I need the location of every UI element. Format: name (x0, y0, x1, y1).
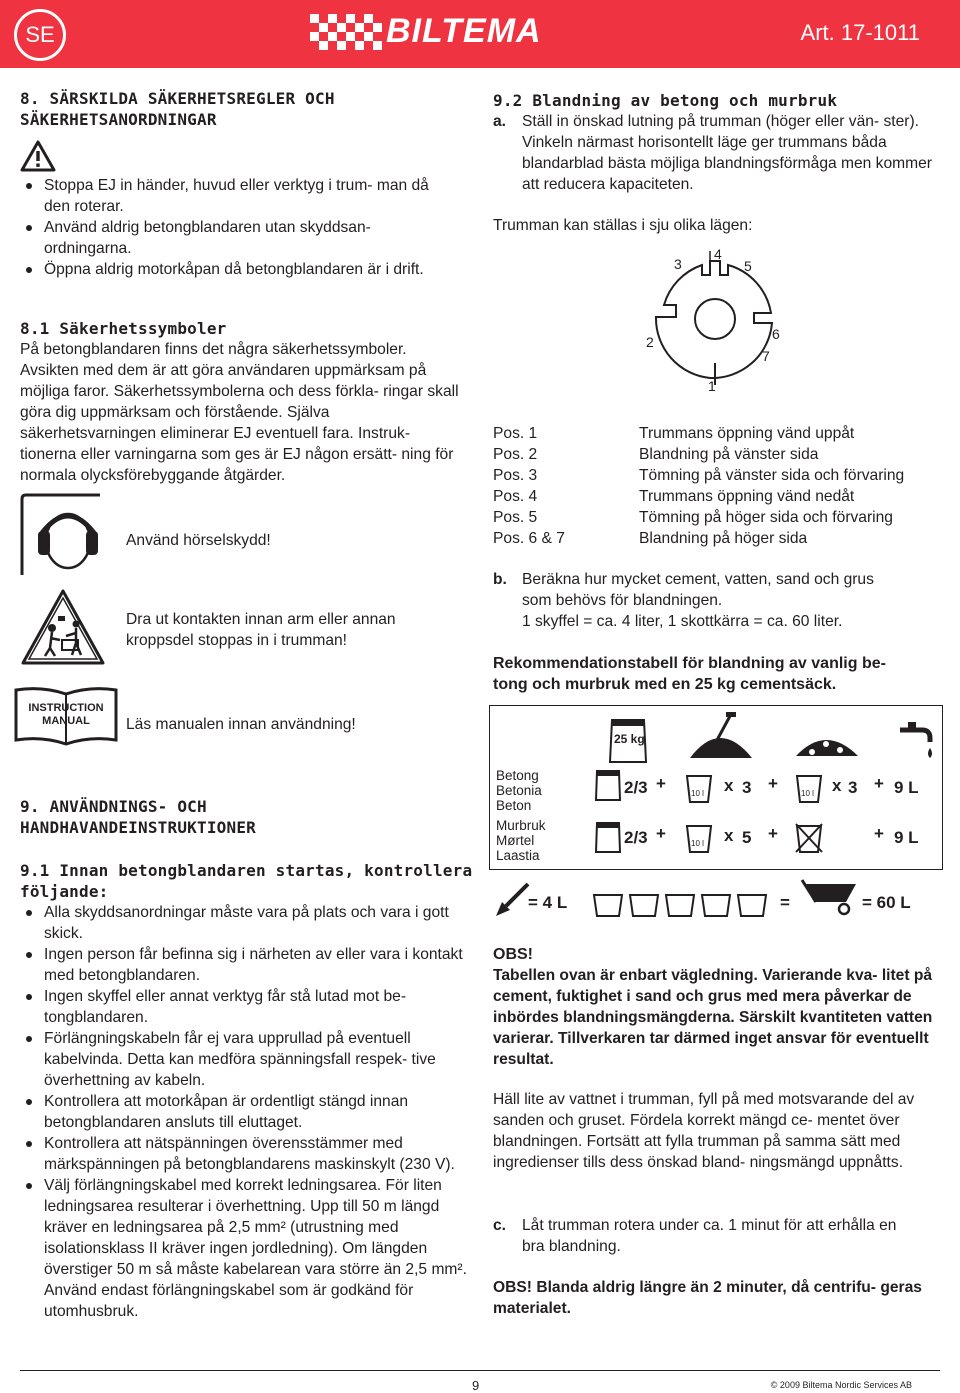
position-row: Pos. 2 Blandning på vänster sida (493, 446, 819, 463)
position-row: Pos. 6 & 7 Blandning på höger sida (493, 530, 808, 547)
plus: + (656, 774, 666, 793)
position-row: Pos. 3 Tömning på vänster sida och förvaring (493, 467, 905, 484)
bucket-label: 10 l (691, 839, 704, 848)
sec91-title-2: följande: (20, 882, 109, 901)
row2-ratio: 2/3 (624, 828, 648, 847)
sec91-bullet: Kontrollera att motorkåpan är ordentligt stängd innan betongblandaren ansluts till eluttaget. (24, 1091, 469, 1133)
bag-label: 25 kg (614, 732, 645, 746)
plus: + (874, 774, 884, 793)
position-desc: Blandning på vänster sida (639, 446, 819, 463)
rec-title-2: tong och murbruk med en 25 kg cementsäck. (493, 676, 837, 693)
position-desc: Trummans öppning vänd uppåt (639, 425, 855, 442)
obs-text: Tabellen ovan är enbart vägledning. Varierande kva- litet på cement, fuktighet i sand och grus med mera påverkar de inbördes blandningsmängderna. Särskilt kvantiteten vatten varierar. Tillverkaren tar därmed inget ansvar för eventuellt resultat. (493, 967, 933, 1068)
row2-name: Mørtel (496, 833, 535, 848)
step-b-text-1: Beräkna hur mycket cement, vatten, sand och grus (522, 571, 874, 588)
row1-sand: 3 (742, 778, 752, 797)
equals: = (780, 893, 790, 912)
footer-rule (20, 1370, 940, 1371)
sec91-bullet: Förlängningskabeln får ej vara upprullad på eventuell kabelvinda. Detta kan medföra spänningsfall respek- tive överhettning av kabeln. (24, 1028, 469, 1091)
row1-ratio: 2/3 (624, 778, 648, 797)
step-a-text: Ställ in önskad lutning på trumman (höger eller vän- ster). Vinkeln närmast horisontellt läge ger trummans båda blandarblad bästa möjliga blandningsförmåga men kommer att reducera kapaciteten. (522, 113, 932, 193)
bucket-label: 10 l (691, 789, 704, 798)
sec8-title-1: 8. SÄRSKILDA SÄKERHETSREGLER OCH (20, 89, 335, 108)
sec92-title: 9.2 Blandning av betong och murbruk (493, 91, 838, 110)
step-b-text-2: som behövs för blandningen. (522, 592, 723, 609)
step-b-text-3: 1 skyffel = ca. 4 liter, 1 skottkärra = ca. 60 liter. (522, 613, 843, 630)
positions-intro: Trumman kan ställas i sju olika lägen: (493, 217, 753, 234)
row1-gravel: 3 (848, 778, 858, 797)
obs2-text: OBS! Blanda aldrig längre än 2 minuter, då centrifu- geras materialet. (493, 1279, 922, 1317)
sec91-bullet: Alla skyddsanordningar måste vara på plats och vara i gott skick. (24, 902, 469, 944)
position-row: Pos. 1 Trummans öppning vänd uppåt (493, 425, 855, 442)
sym-unplug-text-1: Dra ut kontakten innan arm eller annan (126, 611, 396, 628)
diagram-label-2: 2 (646, 334, 654, 350)
plus: + (874, 824, 884, 843)
row2-sand: 5 (742, 828, 752, 847)
sym-unplug-text-2: kroppsdel stoppas in i trumman! (126, 632, 348, 649)
rec-title-1: Rekommendationstabell för blandning av vanlig be- (493, 655, 886, 672)
sym-hearing-text: Använd hörselskydd! (126, 532, 271, 549)
diagram-label-1: 1 (708, 378, 716, 393)
sec91-title-1: 9.1 Innan betongblandaren startas, kontrollera (20, 861, 473, 880)
position-desc: Trummans öppning vänd nedåt (639, 488, 855, 505)
cement-bag-icon (594, 820, 622, 854)
sec81-text: På betongblandaren finns det några säkerhetssymboler. Avsikten med dem är att göra användaren uppmärksam på möjliga faror. Säkerhetssymbolerna och dess förkla- ringar skall göra dig uppmärksam och förstående. Själva säkerhetsvarningen eliminerar EJ eventuell fara. Instruk- tionerna eller varningarna som ges är EJ någon ersätt- ning för normala olycksförebyggande åtgärder. (20, 341, 459, 484)
copyright: © 2009 Biltema Nordic Services AB (770, 1380, 912, 1390)
row2-name: Murbruk (496, 818, 546, 833)
row1-name: Betong (496, 768, 539, 783)
step-c-text: Låt trumman rotera under ca. 1 minut för att erhålla en bra blandning. (522, 1217, 897, 1255)
cement-bag-icon (594, 768, 622, 802)
step-c-label: c. (493, 1217, 507, 1234)
position-desc: Tömning på vänster sida och förvaring (639, 467, 905, 484)
sec91-bullet: Kontrollera att nätspänningen överensstämmer med märkspänningen på betongblandarens maskinskylt (230 V). (24, 1133, 469, 1175)
diagram-label-6: 6 (772, 326, 780, 342)
row2-water: 9 L (894, 828, 919, 847)
obs-title: OBS! (493, 946, 533, 963)
shovel-eq: = 4 L (528, 893, 568, 912)
row2-name: Laastia (496, 848, 540, 863)
page-number: 9 (472, 1378, 480, 1393)
manual-label-line2: MANUAL (42, 715, 90, 727)
sec8-bullet: Använd aldrig betongblandaren utan skyddsan- ordningarna. (24, 217, 454, 259)
unplug-warning-icon (20, 588, 106, 666)
drum-position-diagram (640, 243, 790, 393)
wheelbarrow-icon (800, 876, 864, 916)
brand-logo: BILTEMA (386, 12, 542, 50)
sand-pile-icon (686, 712, 756, 760)
row1-name: Beton (496, 798, 532, 813)
position-desc: Tömning på höger sida och förvaring (639, 509, 893, 526)
row1-water: 9 L (894, 778, 919, 797)
sec91-bullet: Ingen person får befinna sig i närheten av eller vara i kontakt med betongblandaren. (24, 944, 469, 986)
water-tap-icon (898, 718, 936, 762)
buckets-row-icon (592, 892, 772, 918)
sec8-title-2: SÄKERHETSANORDNINGAR (20, 110, 217, 129)
sec9-title-1: 9. ANVÄNDNINGS- OCH (20, 797, 207, 816)
header-bar (0, 0, 960, 68)
checkered-flag-icon (310, 14, 382, 50)
diagram-label-3: 3 (674, 256, 682, 272)
step-b-label: b. (493, 571, 507, 588)
language-badge: SE (14, 9, 66, 61)
plus: + (768, 774, 778, 793)
plus: + (656, 824, 666, 843)
manual-label-line1: INSTRUCTION (28, 702, 104, 714)
diagram-label-4: 4 (714, 246, 722, 262)
sec8-bullets (24, 175, 454, 280)
hearing-protection-icon (20, 493, 102, 575)
gravel-pile-icon (792, 724, 862, 758)
times: x (724, 826, 734, 845)
crossed-bucket-icon (794, 822, 824, 854)
sec91-bullet: Ingen skyffel eller annat verktyg får stå lutad mot be- tongblandaren. (24, 986, 469, 1028)
diagram-label-7: 7 (762, 348, 770, 364)
sec81-title: 8.1 Säkerhetssymboler (20, 319, 227, 338)
pour-text: Häll lite av vattnet i trumman, fyll på med motsvarande del av sanden och gruset. Fördela korrekt mängd ce- mentet över blandningen. Fortsätt att fylla trumman på samma sätt med ingredienser tills dess önskad bland- ningsmängd uppnåtts. (493, 1091, 915, 1171)
sec8-bullet: Stoppa EJ in händer, huvud eller verktyg i trum- man då den roterar. (24, 175, 454, 217)
article-number: Art. 17-1011 (800, 20, 920, 45)
warning-triangle-icon (20, 140, 56, 172)
position-row: Pos. 5 Tömning på höger sida och förvaring (493, 509, 893, 526)
sec9-title-2: HANDHAVANDEINSTRUKTIONER (20, 818, 256, 837)
row1-name: Betonia (496, 783, 542, 798)
diagram-label-5: 5 (744, 258, 752, 274)
sym-manual-text: Läs manualen innan användning! (126, 716, 356, 733)
shovel-icon (492, 880, 532, 920)
barrow-eq: = 60 L (862, 893, 911, 912)
manual-label (14, 702, 118, 728)
sec8-bullet: Öppna aldrig motorkåpan då betongblandaren är i drift. (24, 259, 454, 280)
step-a-label: a. (493, 113, 507, 130)
position-row: Pos. 4 Trummans öppning vänd nedåt (493, 488, 855, 505)
mix-table (489, 705, 943, 870)
plus: + (768, 824, 778, 843)
times: x (832, 776, 842, 795)
bucket-label: 10 l (801, 789, 814, 798)
position-desc: Blandning på höger sida (639, 530, 808, 547)
sec91-bullets (24, 902, 469, 1322)
sec91-bullet: Välj förlängningskabel med korrekt ledningsarea. För liten ledningsarea resulterar i överhettning. Upp till 50 m längd kräver en ledningsarea på 2,5 mm² (utrustning med isolationsklass II kräver ingen jordledning). Om längden överstiger 50 m så måste kabelarean vara större än 2,5 mm². Använd endast förlängningskabel som är godkänd för utomhusbruk. (24, 1175, 469, 1322)
times: x (724, 776, 734, 795)
